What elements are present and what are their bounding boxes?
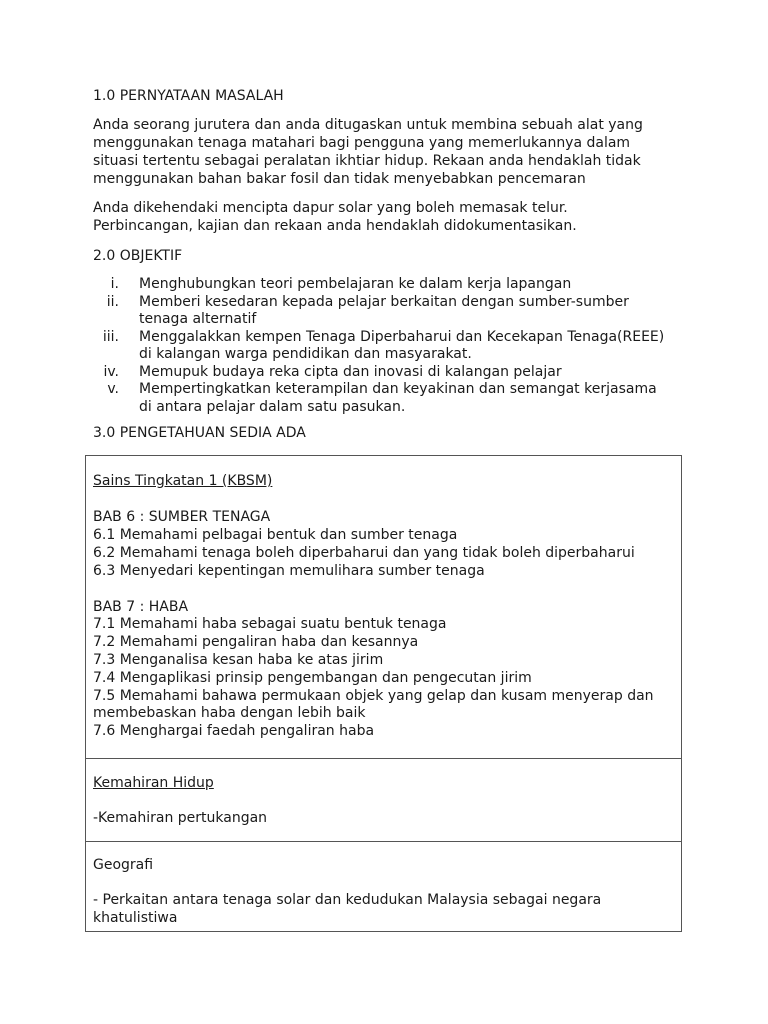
- table-cell-geografi: [86, 842, 681, 932]
- list-item-text: Memupuk budaya reka cipta dan inovasi di kalangan pelajar: [139, 363, 562, 380]
- list-item-text: Memberi kesedaran kepada pelajar berkaitan dengan sumber-sumber: [139, 293, 629, 310]
- paragraph-line: Anda seorang jurutera dan anda ditugaskan untuk membina sebuah alat yang: [93, 117, 643, 133]
- chapter-item: 6.1 Memahami pelbagai bentuk dan sumber tenaga: [93, 527, 458, 543]
- cell-subject-title: Kemahiran Hidup: [93, 775, 214, 791]
- cell-subject-title: Geografi: [93, 857, 154, 873]
- paragraph-line: menggunakan bahan bakar fosil dan tidak menyebabkan pencemaran: [93, 171, 586, 187]
- section-2-title: 2.0 OBJEKTIF: [93, 248, 183, 264]
- paragraph-line: Anda dikehendaki mencipta dapur solar yang boleh memasak telur.: [93, 200, 568, 216]
- section-3-title: 3.0 PENGETAHUAN SEDIA ADA: [93, 425, 306, 441]
- list-item-text: di antara pelajar dalam satu pasukan.: [139, 398, 406, 415]
- paragraph-line: situasi tertentu sebagai peralatan ikhtiar hidup. Rekaan anda hendaklah tidak: [93, 153, 641, 169]
- problem-statement-paragraph: [93, 116, 693, 188]
- chapter-item: membebaskan haba dengan lebih baik: [93, 705, 366, 721]
- table-cell-kemahiran-hidup: [86, 758, 681, 842]
- cell-subject-title: Sains Tingkatan 1 (KBSM): [93, 473, 273, 489]
- list-item-text: Menghubungkan teori pembelajaran ke dalam kerja lapangan: [139, 276, 572, 292]
- chapter-item: 6.3 Menyedari kepentingan memulihara sumber tenaga: [93, 563, 485, 579]
- list-item: [93, 364, 693, 382]
- list-item-number: iii.: [102, 328, 119, 345]
- chapter-item: 7.4 Mengaplikasi prinsip pengembangan dan pengecutan jirim: [93, 670, 532, 686]
- list-item-number: iv.: [103, 363, 119, 380]
- chapter-title: BAB 6 : SUMBER TENAGA: [93, 509, 271, 525]
- chapter-item: 7.1 Memahami haba sebagai suatu bentuk tenaga: [93, 616, 447, 632]
- chapter-item: 7.6 Menghargai faedah pengaliran haba: [93, 723, 375, 739]
- chapter-item: 7.3 Menganalisa kesan haba ke atas jirim: [93, 652, 384, 668]
- prior-knowledge-table: [85, 455, 682, 932]
- list-item: [93, 276, 693, 294]
- list-item-text: Mempertingkatkan keterampilan dan keyakinan dan semangat kerjasama: [139, 381, 657, 397]
- list-item-text: tenaga alternatif: [139, 311, 257, 327]
- table-cell-sains: [86, 456, 681, 759]
- list-item-text: di kalangan warga pendidikan dan masyarakat.: [139, 346, 472, 362]
- cell-item: khatulistiwa: [93, 910, 178, 926]
- cell-item: - Perkaitan antara tenaga solar dan kedudukan Malaysia sebagai negara: [93, 892, 602, 908]
- list-item: [93, 329, 693, 364]
- chapter-title: BAB 7 : HABA: [93, 599, 189, 615]
- paragraph-line: Perbincangan, kajian dan rekaan anda hendaklah didokumentasikan.: [93, 218, 577, 234]
- task-paragraph: [93, 199, 693, 235]
- list-item-number: v.: [107, 381, 119, 397]
- list-item: [93, 381, 693, 416]
- chapter-item: 7.5 Memahami bahawa permukaan objek yang gelap dan kusam menyerap dan: [93, 688, 654, 704]
- list-item-number: i.: [110, 276, 119, 292]
- list-item-text: Menggalakkan kempen Tenaga Diperbaharui dan Kecekapan Tenaga(REEE): [139, 328, 665, 345]
- paragraph-line: menggunakan tenaga matahari bagi pengguna yang memerlukannya dalam: [93, 135, 631, 151]
- chapter-item: 7.2 Memahami pengaliran haba dan kesannya: [93, 634, 419, 650]
- chapter-item: 6.2 Memahami tenaga boleh diperbaharui dan yang tidak boleh diperbaharui: [93, 545, 635, 561]
- cell-item: -Kemahiran pertukangan: [93, 810, 268, 826]
- list-item: [93, 294, 693, 329]
- section-1-title: 1.0 PERNYATAAN MASALAH: [93, 88, 284, 104]
- list-item-number: ii.: [106, 293, 119, 310]
- objectives-list: [93, 276, 693, 416]
